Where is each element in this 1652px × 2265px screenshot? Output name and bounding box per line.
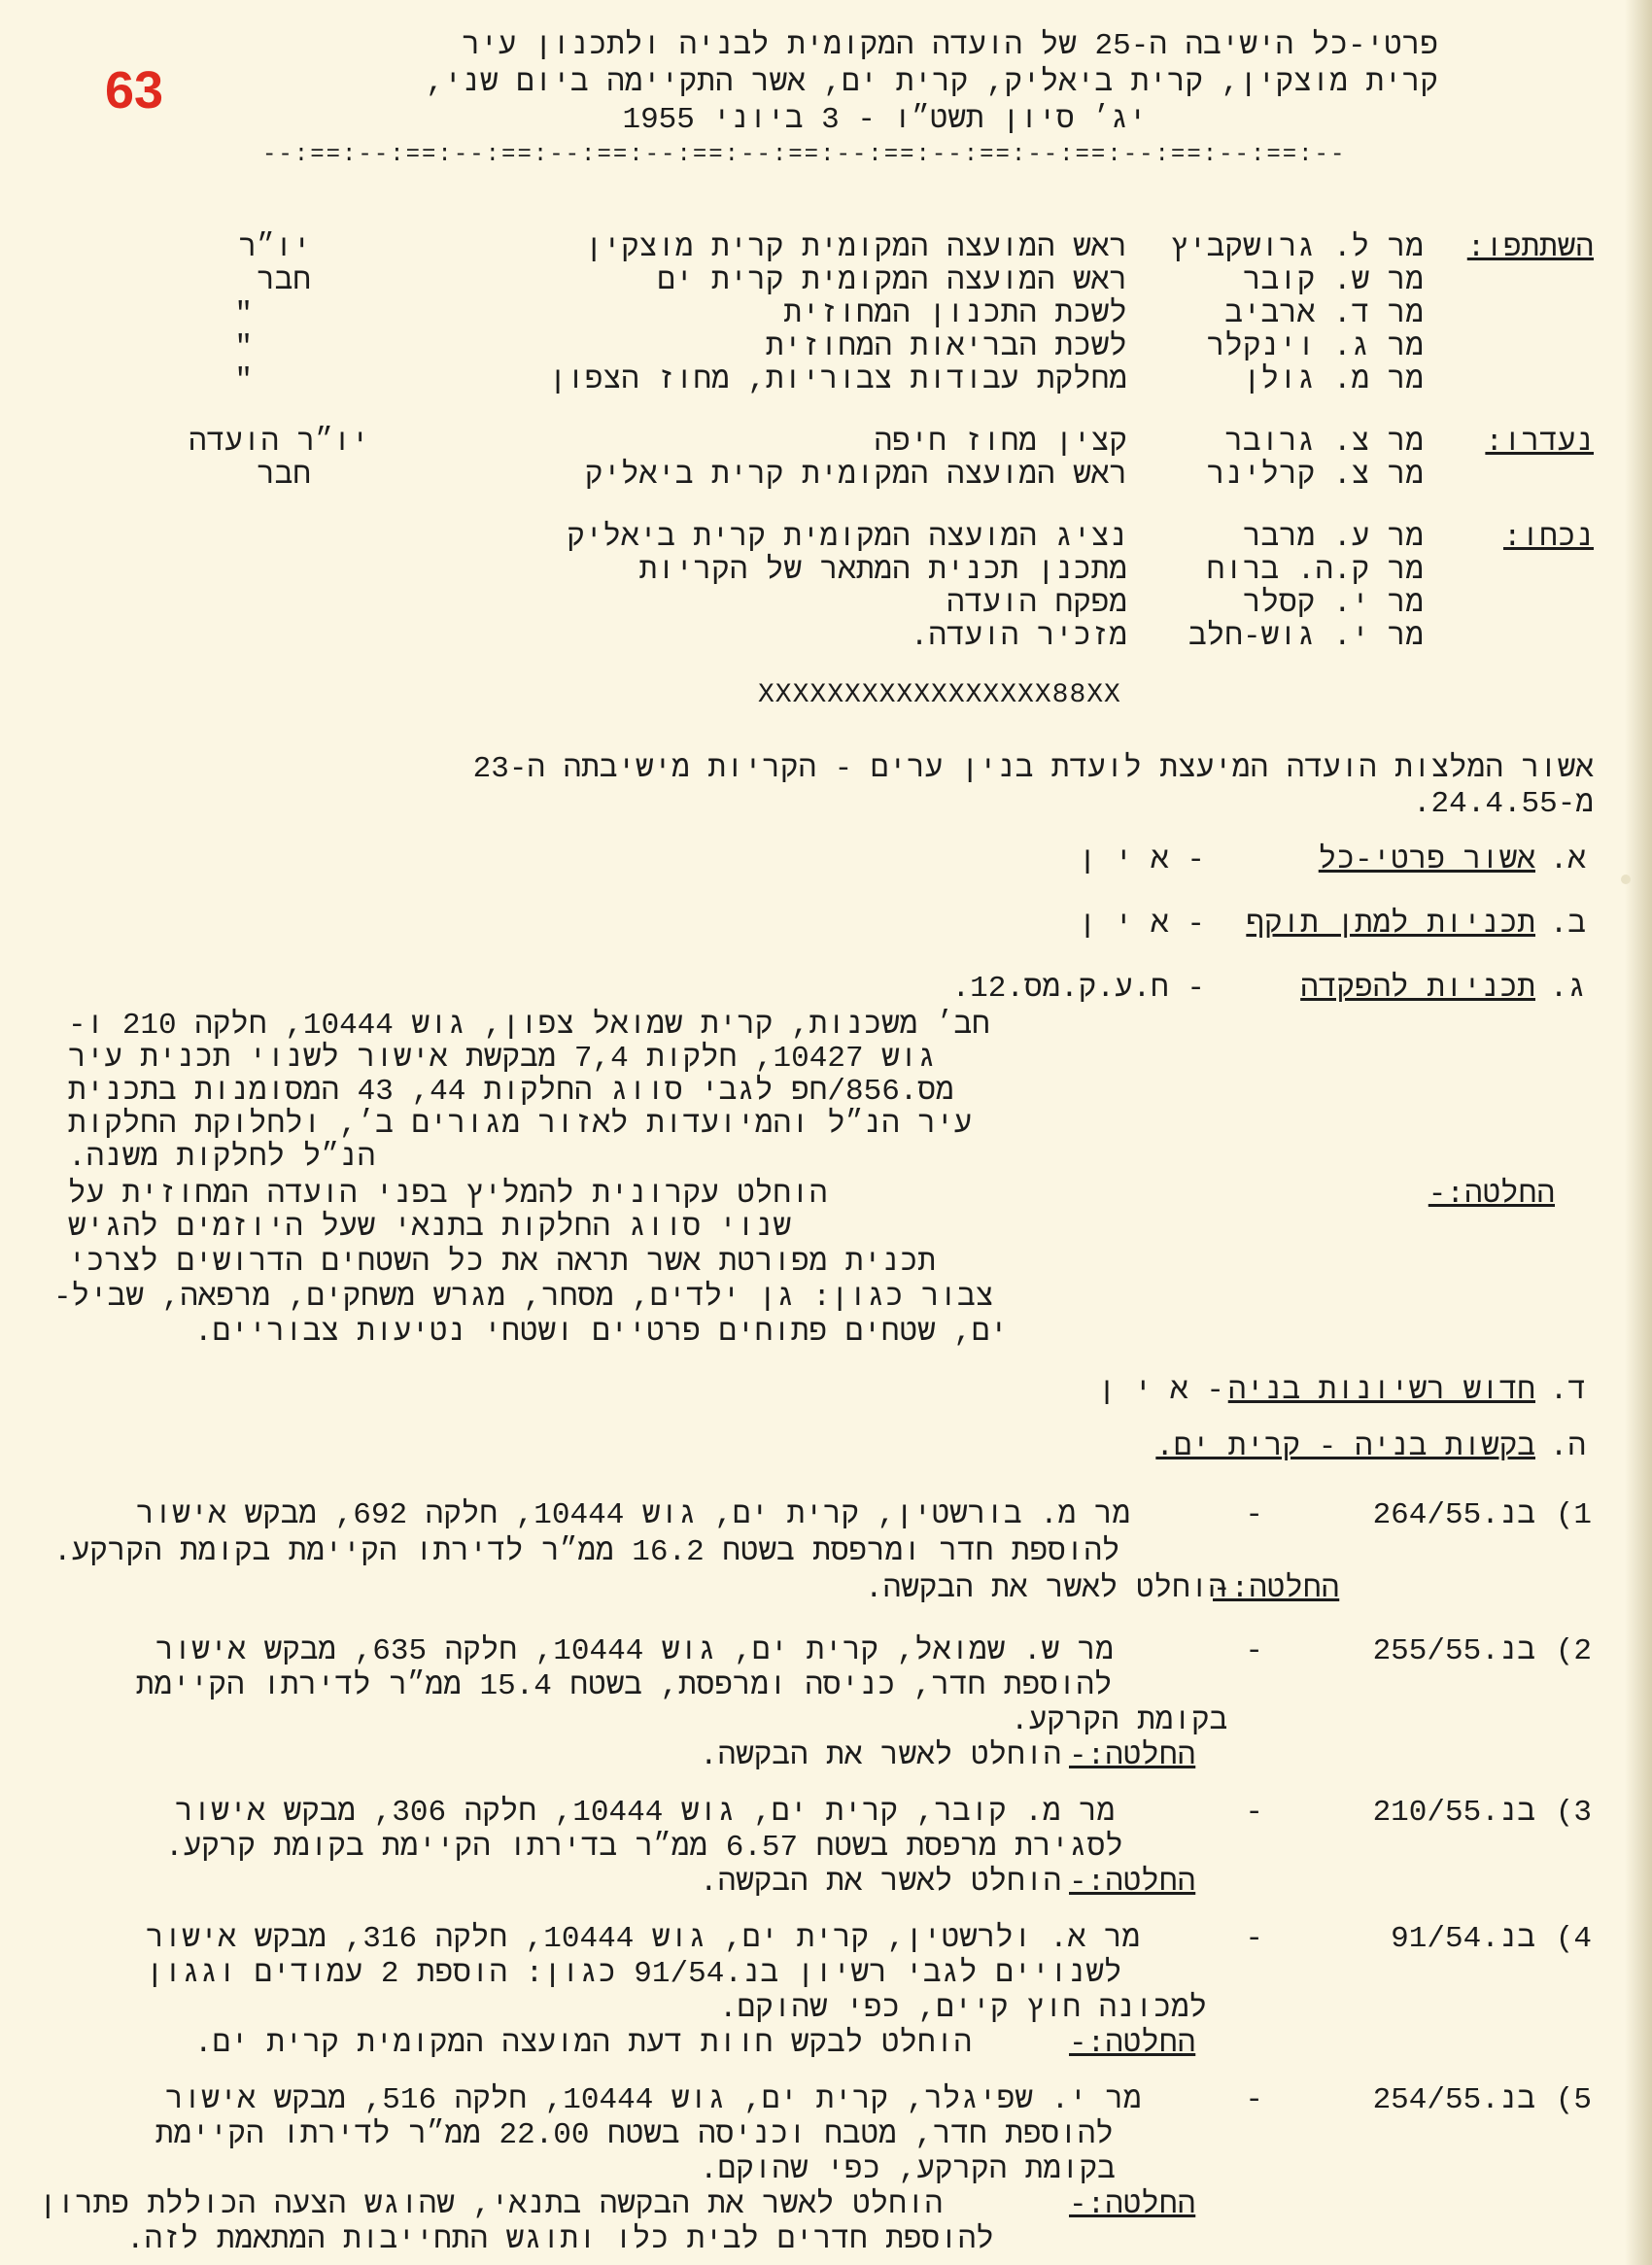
- plan12-line-2: גוש 10427, חלקות 7,4 מבקשת אישור לשנוי תכנית עיר: [68, 1042, 936, 1076]
- section-e-label: בקשות בניה - קרית ים.: [1155, 1430, 1535, 1464]
- intro-line-1: אשור המלצות הועדה המיעצת לועדת בנין ערים - הקריות מישיבתה ה-23: [472, 752, 1594, 786]
- absent-role-2: ראש המועצה המקומית קרית ביאליק: [584, 459, 1127, 493]
- request-4-ref: בנ.91/54: [1391, 1922, 1535, 1956]
- request-5-line-2: להוספת חדר, מטבח וכניסה בשטח 22.00 ממ״ר לדירתו הקיימת: [155, 2118, 1114, 2152]
- request-3-decision: הוחלט לאשר את הבקשה.: [700, 1866, 1062, 1900]
- request-3-decision-label: החלטה:-: [1069, 1866, 1196, 1900]
- plan12-line-3: מס.856/חפ לגבי סווג החלקות 44, 43 המסומנות בתכנית: [68, 1075, 954, 1109]
- header-line-3: יג׳ סיון תשט״ו - 3 ביוני 1955: [622, 103, 1147, 137]
- request-3-dash: -: [1245, 1796, 1263, 1830]
- header-line-1: פרטי-כל הישיבה ה-25 של הועדה המקומית לבניה ולתכנון עיר: [462, 29, 1438, 63]
- request-3-line-1: מר מ. קובר, קרית ים, גוש 10444, חלקה 306, מבקש אישור: [175, 1796, 1116, 1830]
- request-4-decision: הוחלט לבקש חוות דעת המועצה המקומית קרית ים.: [194, 2027, 972, 2061]
- request-2-index: 2): [1555, 1634, 1592, 1668]
- punch-hole-mark: [1621, 875, 1631, 884]
- section-b-label: תכניות למתן תוקף: [1246, 908, 1535, 942]
- present-status-3: ": [234, 297, 253, 331]
- paper-edge-shadow: [1625, 0, 1652, 2265]
- absent-status-2: חבר: [257, 459, 311, 493]
- plan12-decision-1: הוחלט עקרונית להמליץ בפני הועדה המחוזית על: [68, 1178, 828, 1212]
- request-1-decision: הוחלט לאשר את הבקשה.: [865, 1572, 1227, 1606]
- attended-name-3: מר י. קסלר: [1242, 587, 1424, 621]
- plan12-line-4: עיר הנ״ל והמיועדות לאזור מגורים ב׳, ולחלוקת החלקות: [68, 1108, 973, 1142]
- request-5-line-4: להוספת חדרים לבית כלו ותוגש התחייבות המתאמת לזה.: [126, 2223, 994, 2257]
- request-4-decision-label: החלטה:-: [1069, 2027, 1196, 2061]
- request-1-line-2: להוספת חדר ומרפסת בשטח 16.2 ממ״ר לדירתו הקיימת בקומת הקרקע.: [53, 1535, 1120, 1569]
- present-role-3: לשכת התכנון המחוזית: [783, 297, 1127, 331]
- request-2-ref: בנ.255/55: [1372, 1634, 1535, 1668]
- request-1-decision-label: החלטה:-: [1213, 1572, 1340, 1606]
- request-1-line-1: מר מ. בורשטין, קרית ים, גוש 10444, חלקה 692, מבקש אישור: [136, 1498, 1131, 1532]
- request-3-line-2: לסגירת מרפסת בשטח 6.57 ממ״ר בדירתו הקיימת בקומת קרקע.: [165, 1831, 1123, 1865]
- attended-role-1: נציג המועצה המקומית קרית ביאליק: [567, 521, 1127, 555]
- plan12-decision-3: תכנית מפורטת אשר תראה את כל השטחים הדרושים לצרכי: [68, 1246, 936, 1280]
- plan12-decision-2: שנוי סווג החלקות בתנאי שעל היוזמים להגיש: [68, 1211, 792, 1245]
- present-name-4: מר ג. וינקלר: [1206, 330, 1424, 364]
- present-name-2: מר ש. קובר: [1242, 264, 1424, 298]
- request-2-decision: הוחלט לאשר את הבקשה.: [700, 1739, 1062, 1773]
- section-c-letter: ג.: [1549, 972, 1586, 1006]
- attended-name-1: מר ע. מרבר: [1242, 521, 1424, 555]
- request-5-ref: בנ.254/55: [1372, 2083, 1535, 2117]
- section-divider: XXXXXXXXXXXXXXXXX88XX: [758, 680, 1121, 710]
- plan12-line-5: הנ״ל לחלקות משנה.: [68, 1141, 376, 1175]
- absent-label: נעדרו:: [1485, 426, 1594, 460]
- request-5-decision: הוחלט לאשר את הבקשה בתנאי, שהוגש הצעה הכוללת פתרון: [39, 2188, 944, 2222]
- present-label: השתתפו:: [1466, 231, 1594, 265]
- section-a-letter: א.: [1549, 843, 1586, 877]
- header-line-2: קרית מוצקין, קרית ביאליק, קרית ים, אשר התקיימה ביום שני,: [426, 66, 1438, 100]
- request-2-line-3: בקומת הקרקע.: [1011, 1704, 1228, 1738]
- absent-name-1: מר צ. גרובר: [1224, 426, 1424, 460]
- page-number: 63: [105, 61, 164, 120]
- present-status-4: ": [234, 330, 253, 364]
- attended-name-4: מר י. גוש-חלב: [1188, 620, 1424, 654]
- request-5-dash: -: [1245, 2083, 1263, 2117]
- section-a-label: אשור פרטי-כל: [1318, 843, 1535, 877]
- request-3-index: 3): [1555, 1796, 1592, 1830]
- present-status-2: חבר: [257, 264, 311, 298]
- request-5-decision-label: החלטה:-: [1069, 2188, 1196, 2222]
- absent-status-1: יו״ר הועדה: [188, 426, 369, 460]
- section-e-letter: ה.: [1549, 1430, 1586, 1464]
- absent-name-2: מר צ. קרלינר: [1206, 459, 1424, 493]
- absent-role-1: קצין מחוז חיפה: [874, 426, 1127, 460]
- section-b-letter: ב.: [1549, 908, 1586, 942]
- request-5-index: 5): [1555, 2083, 1592, 2117]
- request-5-line-3: בקומת הקרקע, כפי שהוקם.: [700, 2153, 1116, 2187]
- request-4-line-3: למכונה חוץ קיים, כפי שהוקם.: [719, 1992, 1208, 2026]
- attended-role-2: מתכנן תכנית המתאר של הקריות: [638, 554, 1127, 588]
- section-d-value: - א י ן: [1097, 1374, 1224, 1408]
- request-1-ref: בנ.264/55: [1372, 1498, 1535, 1532]
- present-name-3: מר ד. ארביב: [1224, 297, 1424, 331]
- attended-role-3: מפקח הועדה: [946, 587, 1127, 621]
- plan12-decision-label: החלטה:-: [1428, 1178, 1555, 1212]
- section-c-label: תכניות להפקדה: [1300, 972, 1535, 1006]
- plan12-decision-5: ים, שטחים פתוחים פרטיים ושטחי נטיעות צבוריים.: [194, 1316, 1009, 1350]
- present-status-5: ": [234, 363, 253, 397]
- request-2-line-2: להוספת חדר, כניסה ומרפסת, בשטח 15.4 ממ״ר לדירתו הקיימת: [136, 1669, 1113, 1703]
- present-role-2: ראש המועצה המקומית קרית ים: [657, 264, 1127, 298]
- request-4-line-1: מר א. ולרשטין, קרית ים, גוש 10444, חלקה 316, מבקש אישור: [146, 1922, 1141, 1956]
- request-2-line-1: מר ש. שמואל, קרית ים, גוש 10444, חלקה 635, מבקש אישור: [155, 1634, 1114, 1668]
- present-status-1: יו״ר: [238, 231, 311, 265]
- request-4-dash: -: [1245, 1922, 1263, 1956]
- request-2-dash: -: [1245, 1634, 1263, 1668]
- request-1-index: 1): [1555, 1498, 1592, 1532]
- present-name-5: מר מ. גולן: [1242, 363, 1424, 397]
- header-separator: --:==:--:==:--:==:--:==:--:==:--:==:--:==:--:==:--:==:--:==:--:==:--: [262, 142, 1347, 168]
- request-4-index: 4): [1555, 1922, 1592, 1956]
- request-2-decision-label: החלטה:-: [1069, 1739, 1196, 1773]
- present-role-4: לשכת הבריאות המחוזית: [765, 330, 1127, 364]
- plan12-decision-4: צבור כגון: גן ילדים, מסחר, מגרש משחקים, מרפאה, שביל-: [53, 1281, 994, 1315]
- section-d-letter: ד.: [1549, 1374, 1586, 1408]
- present-role-1: ראש המועצה המקומית קרית מוצקין: [584, 231, 1127, 265]
- request-5-line-1: מר י. שפיגלר, קרית ים, גוש 10444, חלקה 516, מבקש אישור: [165, 2083, 1142, 2117]
- section-c-value: - ח.ע.ק.מס.12.: [951, 972, 1205, 1006]
- intro-line-2: מ-24.4.55.: [1412, 787, 1594, 821]
- section-b-value: - א י ן: [1078, 908, 1205, 942]
- request-3-ref: בנ.210/55: [1372, 1796, 1535, 1830]
- present-role-5: מחלקת עבודות צבוריות, מחוז הצפון: [548, 363, 1127, 397]
- present-name-1: מר ל. גרושקביץ: [1170, 231, 1424, 265]
- request-4-line-2: לשנויים לגבי רשיון בנ.91/54 כגון: הוספת 2 עמודים וגגון: [146, 1957, 1122, 1991]
- section-a-value: - א י ן: [1078, 843, 1205, 877]
- attended-name-2: מר ק.ה. ברוח: [1206, 554, 1424, 588]
- attended-role-4: מזכיר הועדה.: [910, 620, 1127, 654]
- request-1-dash: -: [1245, 1498, 1263, 1532]
- attended-label: נכחו:: [1502, 521, 1594, 555]
- section-d-label: חדוש רשיונות בניה: [1227, 1374, 1535, 1408]
- plan12-line-1: חב׳ משכנות, קרית שמואל צפון, גוש 10444, חלקה 210 ו-: [68, 1009, 990, 1043]
